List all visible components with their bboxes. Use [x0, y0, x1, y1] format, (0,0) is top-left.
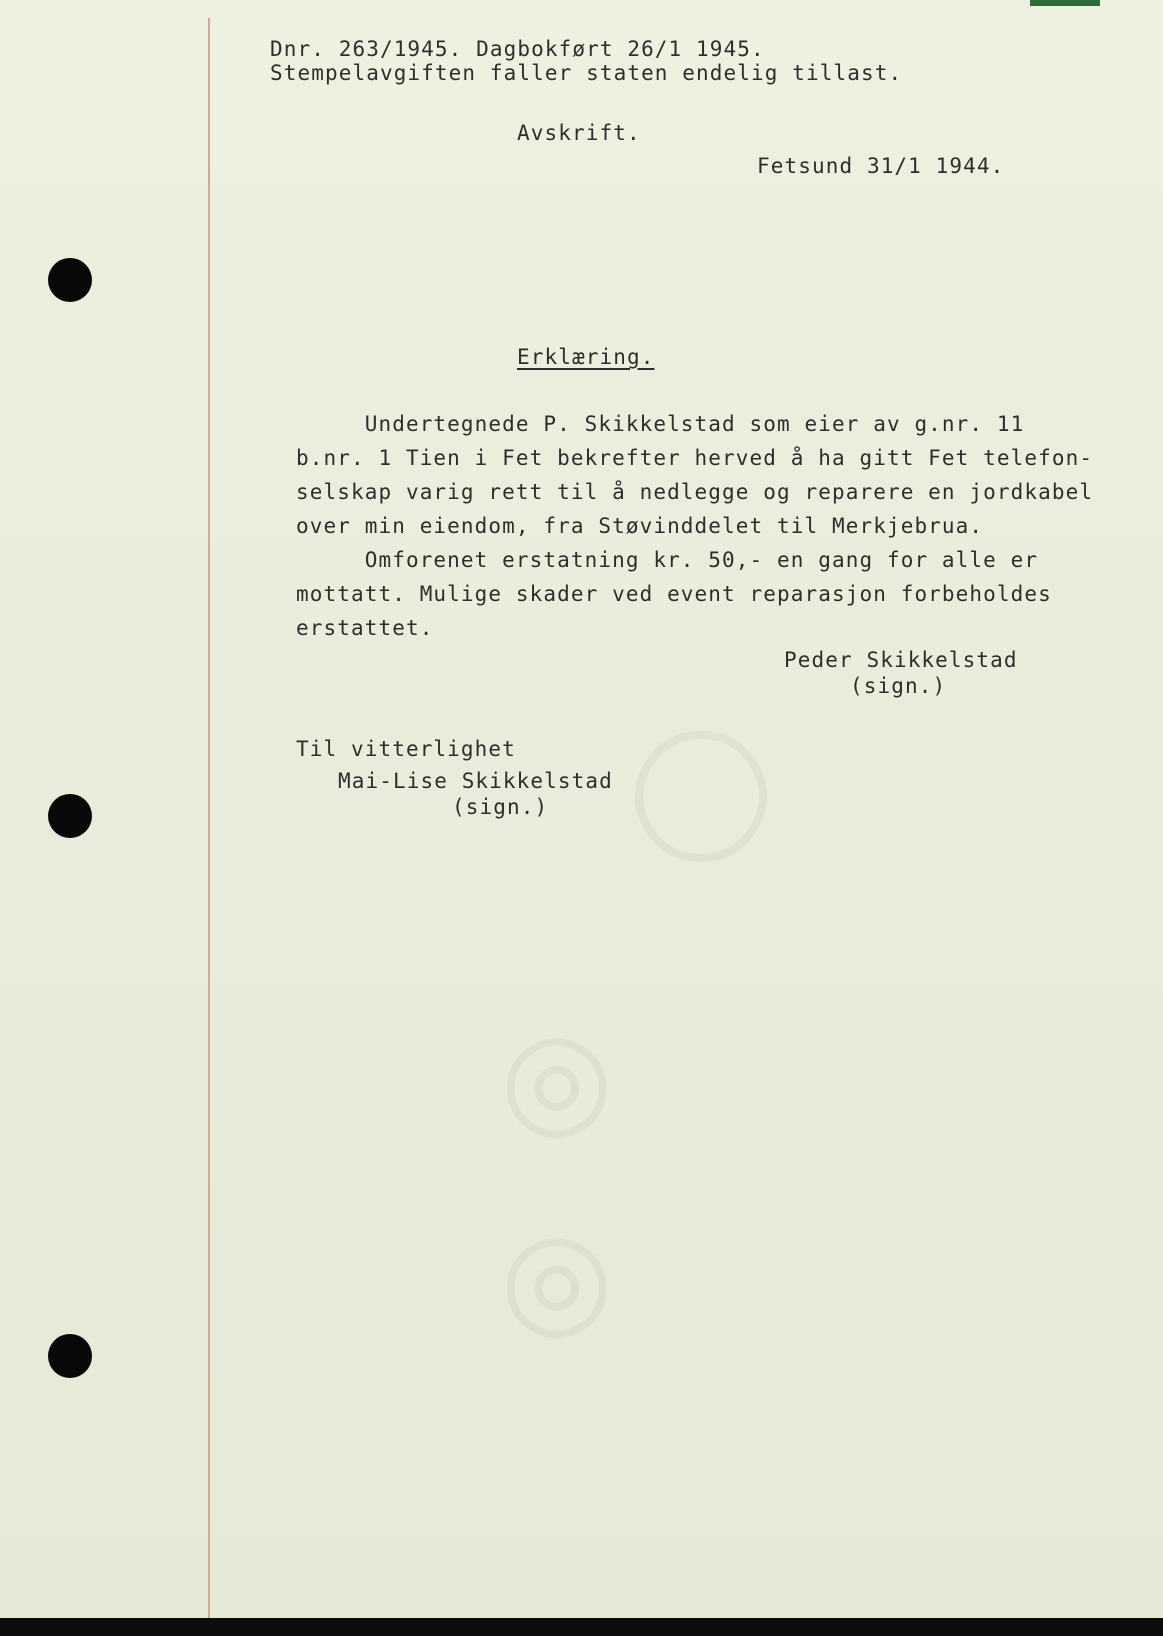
scan-border [0, 1618, 1163, 1636]
punch-hole [48, 258, 92, 302]
body-line: over min eiendom, fra Støvinddelet til Merkjebrua. [296, 514, 984, 538]
document-title: Erklæring. [517, 345, 655, 369]
body-line: Undertegnede P. Skikkelstad som eier av g.nr. 11 [296, 412, 1025, 436]
body-line: b.nr. 1 Tien i Fet bekrefter herved å ha gitt Fet telefon- [296, 446, 1094, 470]
witness-name: Mai-Lise Skikkelstad [338, 769, 613, 793]
body-line: selskap varig rett til å nedlegge og reparere en jordkabel [296, 480, 1094, 504]
punch-hole [48, 794, 92, 838]
body-line: erstattet. [296, 616, 434, 640]
body-line: mottatt. Mulige skader ved event reparasjon forbeholdes [296, 582, 1052, 606]
header-line-1: Dnr. 263/1945. Dagbokført 26/1 1945. [270, 37, 765, 61]
header-line-2: Stempelavgiften faller staten endelig tillast. [270, 61, 903, 85]
faint-watermark: ◎ [500, 1000, 614, 1153]
signature-sign: (sign.) [850, 674, 947, 698]
top-color-mark [1030, 0, 1100, 6]
body-line: Omforenet erstatning kr. 50,- en gang for alle er [296, 548, 1039, 572]
punch-hole [48, 1334, 92, 1378]
faint-watermark: ◎ [500, 1200, 614, 1353]
margin-line [208, 18, 210, 1618]
witness-label: Til vitterlighet [296, 737, 516, 761]
avskrift-label: Avskrift. [517, 121, 641, 145]
witness-sign: (sign.) [452, 795, 549, 819]
signature-name: Peder Skikkelstad [784, 648, 1018, 672]
place-date: Fetsund 31/1 1944. [757, 154, 1005, 178]
faint-watermark: ◯ [636, 723, 790, 870]
